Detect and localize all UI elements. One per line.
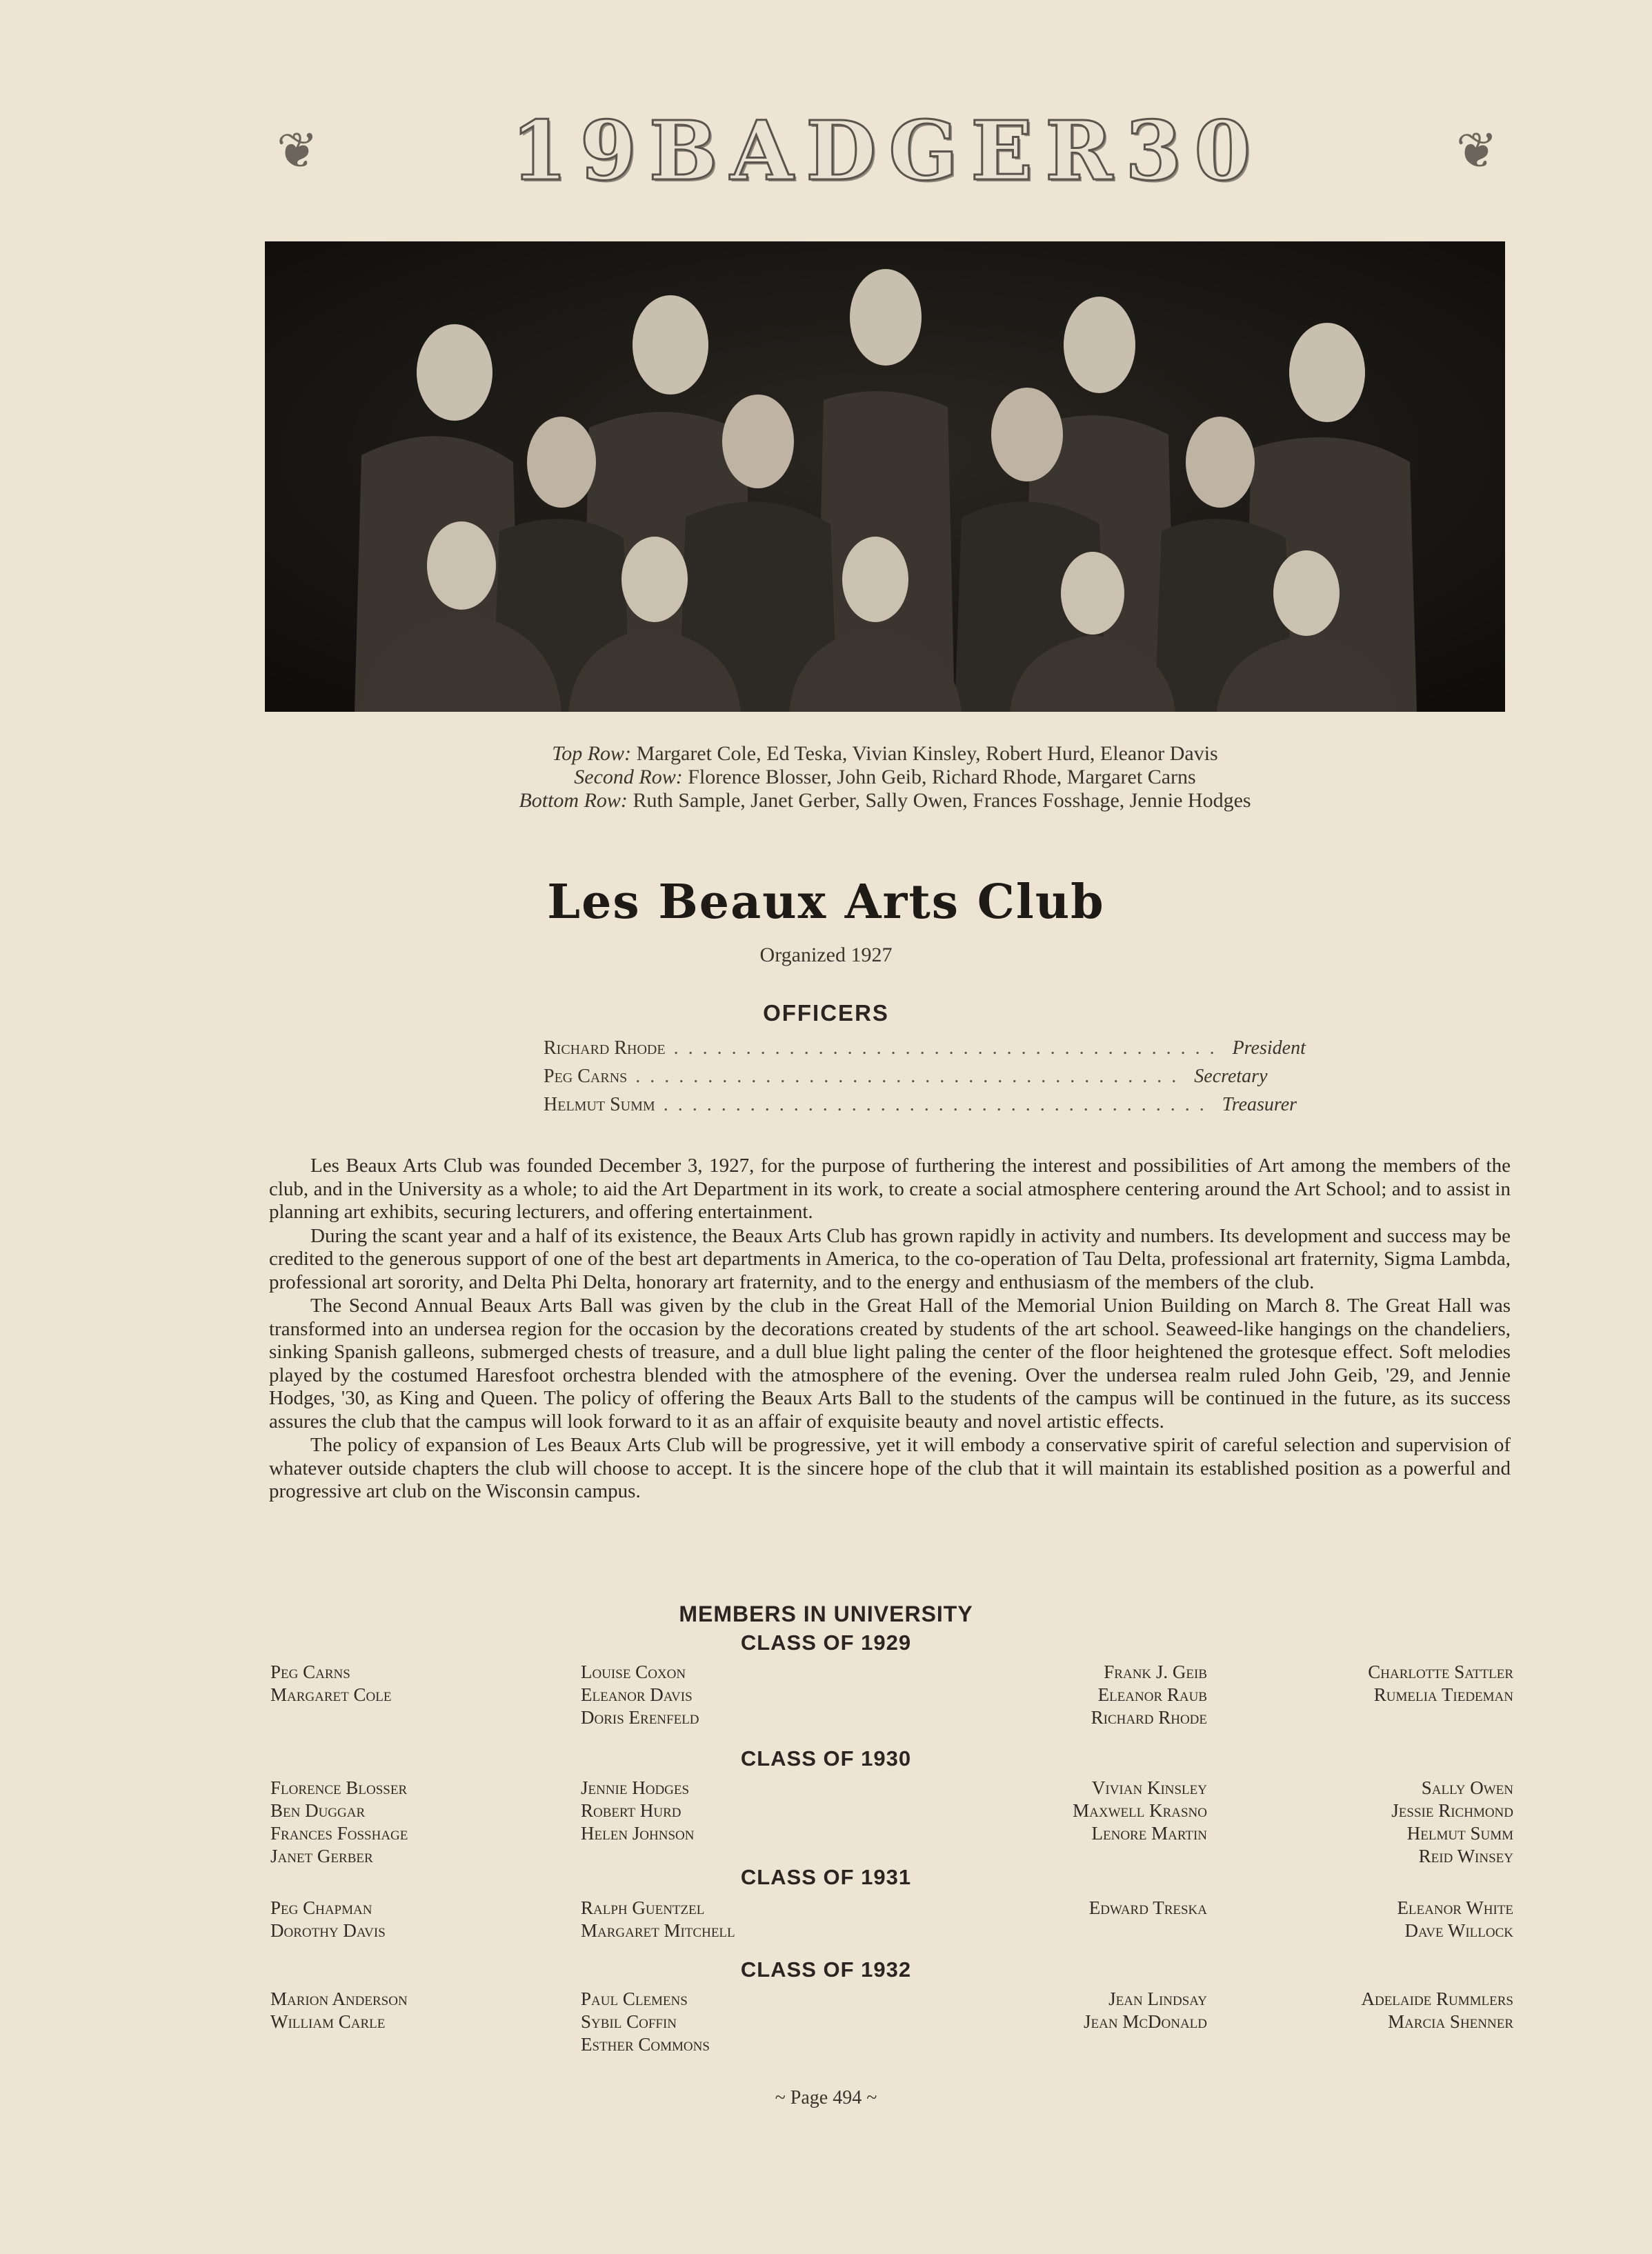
class-heading-1932: CLASS OF 1932 bbox=[740, 1957, 912, 1982]
body-paragraph: The policy of expansion of Les Beaux Arts Club will be progressive, yet it will embody a conservative spirit of careful selection and supervision of whatever outside chapters the club will choose to accept. It is the sincere hope of the club that it will maintain its established position as a powerful and progressive art club on the Wisconsin campus. bbox=[269, 1434, 1511, 1502]
left-ornament-icon: ❦ bbox=[276, 121, 319, 179]
member-name: Ralph Guentzel bbox=[581, 1897, 705, 1918]
member-name: Edward Treska bbox=[1088, 1897, 1207, 1918]
caption-row bbox=[265, 766, 1505, 789]
member-name: Marcia Shenner bbox=[1388, 2011, 1513, 2032]
officers-list bbox=[544, 1037, 1306, 1122]
officer-row bbox=[544, 1066, 1268, 1094]
member-name: Eleanor White bbox=[1397, 1897, 1513, 1918]
member-column bbox=[270, 1897, 546, 1942]
photo-caption bbox=[265, 742, 1505, 812]
member-name: Jean McDonald bbox=[1084, 2011, 1207, 2032]
member-column bbox=[924, 1661, 1207, 1729]
club-title: Les Beaux Arts Club bbox=[547, 875, 1105, 930]
member-name: Jean Lindsay bbox=[1108, 1988, 1207, 2009]
member-column bbox=[270, 1988, 546, 2033]
page-number: ~ Page 494 ~ bbox=[775, 2087, 877, 2108]
member-name: Vivian Kinsley bbox=[1091, 1777, 1207, 1798]
member-column bbox=[581, 1988, 870, 2056]
member-name: Marion Anderson bbox=[270, 1988, 408, 2009]
officer-name: Helmut Summ bbox=[544, 1094, 655, 1115]
officer-role: President bbox=[1232, 1037, 1306, 1059]
member-name: Frances Fosshage bbox=[270, 1823, 408, 1844]
member-column bbox=[1228, 1897, 1513, 1942]
caption-row-names: Margaret Cole, Ed Teska, Vivian Kinsley, Robert Hurd, Eleanor Davis bbox=[636, 742, 1218, 765]
member-name: Doris Erenfeld bbox=[581, 1707, 699, 1728]
right-ornament-icon: ❦ bbox=[1455, 121, 1498, 179]
officer-row bbox=[544, 1037, 1306, 1066]
member-column bbox=[924, 1897, 1207, 1919]
officer-name: Richard Rhode bbox=[544, 1037, 666, 1059]
officer-role: Treasurer bbox=[1222, 1094, 1297, 1115]
members-heading: MEMBERS IN UNIVERSITY bbox=[679, 1602, 973, 1626]
leader-dots: ...................................... bbox=[635, 1066, 1186, 1087]
member-name: Rumelia Tiedeman bbox=[1373, 1684, 1513, 1705]
caption-row-names: Ruth Sample, Janet Gerber, Sally Owen, Frances Fosshage, Jennie Hodges bbox=[633, 789, 1251, 812]
officer-row bbox=[544, 1094, 1297, 1122]
member-name: William Carle bbox=[270, 2011, 386, 2032]
member-name: Florence Blosser bbox=[270, 1777, 408, 1798]
caption-row bbox=[265, 742, 1505, 766]
caption-row-label: Top Row: bbox=[552, 742, 632, 765]
masthead bbox=[266, 102, 1508, 199]
member-column bbox=[1228, 1661, 1513, 1706]
member-name: Jessie Richmond bbox=[1391, 1800, 1513, 1821]
member-name: Reid Winsey bbox=[1418, 1846, 1513, 1866]
member-name: Peg Chapman bbox=[270, 1897, 372, 1918]
member-name: Helen Johnson bbox=[581, 1823, 695, 1844]
member-column bbox=[581, 1897, 870, 1942]
member-name: Richard Rhode bbox=[1091, 1707, 1207, 1728]
class-heading-1931: CLASS OF 1931 bbox=[740, 1865, 912, 1889]
member-name: Ben Duggar bbox=[270, 1800, 366, 1821]
member-name: Adelaide Rummlers bbox=[1361, 1988, 1513, 2009]
member-name: Paul Clemens bbox=[581, 1988, 688, 2009]
caption-row bbox=[265, 789, 1505, 812]
caption-row-label: Bottom Row: bbox=[519, 789, 628, 812]
officer-name: Peg Carns bbox=[544, 1066, 628, 1087]
club-history bbox=[269, 1155, 1511, 1504]
member-column bbox=[581, 1777, 870, 1845]
body-paragraph: The Second Annual Beaux Arts Ball was given by the club in the Great Hall of the Memorial Union Building on March 8. The Great Hall was transformed into an undersea region for the occasion by the decorations created by students of the art school. Seaweed-like hangings on the chandeliers, sinking Spanish galleons, submerged chests of treasure, and a dull blue light paling the center of the floor heightened the grotesque effect. Soft melodies played by the costumed Haresfoot orchestra blended with the atmosphere of the evening. Over the undersea realm ruled John Geib, '29, and Jennie Hodges, '30, as King and Queen. The policy of offering the Beaux Arts Ball to the students of the campus will be continued in the future, as its success assures the club that the campus will look forward to it as an affair of exquisite beauty and novel artistic effects. bbox=[269, 1295, 1511, 1433]
officer-role: Secretary bbox=[1194, 1066, 1268, 1087]
organized-line: Organized 1927 bbox=[759, 944, 893, 966]
class-heading-1930: CLASS OF 1930 bbox=[740, 1746, 912, 1771]
member-name: Jennie Hodges bbox=[581, 1777, 690, 1798]
leader-dots: ...................................... bbox=[663, 1094, 1214, 1115]
officers-heading: OFFICERS bbox=[763, 1000, 889, 1026]
member-name: Louise Coxon bbox=[581, 1662, 686, 1682]
group-photo bbox=[265, 241, 1505, 712]
member-column bbox=[924, 1777, 1207, 1845]
member-name: Dave Willock bbox=[1404, 1920, 1513, 1941]
member-column bbox=[1228, 1988, 1513, 2033]
member-name: Dorothy Davis bbox=[270, 1920, 386, 1941]
caption-row-names: Florence Blosser, John Geib, Richard Rhode, Margaret Carns bbox=[688, 766, 1196, 788]
member-name: Eleanor Davis bbox=[581, 1684, 693, 1705]
body-paragraph: Les Beaux Arts Club was founded December 3, 1927, for the purpose of furthering the interest and possibilities of Art among the members of the club, and in the University as a whole; to aid the Art Department in its work, to create a social atmosphere centering around the Art School; and to assist in planning art exhibits, securing lecturers, and offering entertainment. bbox=[269, 1155, 1511, 1223]
class-heading-1929: CLASS OF 1929 bbox=[740, 1630, 912, 1655]
member-name: Margaret Mitchell bbox=[581, 1920, 735, 1941]
member-name: Sybil Coffin bbox=[581, 2011, 677, 2032]
body-paragraph: During the scant year and a half of its existence, the Beaux Arts Club has grown rapidly in activity and numbers. Its development and success may be credited to the generous support of one of the best art departments in America, to the co-operation of Tau Delta, professional art fraternity, Sigma Lambda, professional art sorority, and Delta Phi Delta, honorary art fraternity, and to the energy and enthusiasm of the members of the club. bbox=[269, 1224, 1511, 1293]
member-column bbox=[581, 1661, 870, 1729]
group-photo-image bbox=[265, 241, 1505, 712]
masthead-title: 19BADGER30 bbox=[510, 102, 1264, 199]
member-name: Frank J. Geib bbox=[1104, 1662, 1207, 1682]
leader-dots: ...................................... bbox=[673, 1037, 1224, 1059]
member-name: Margaret Cole bbox=[270, 1684, 392, 1705]
caption-row-label: Second Row: bbox=[574, 766, 683, 788]
member-name: Lenore Martin bbox=[1091, 1823, 1207, 1844]
member-name: Robert Hurd bbox=[581, 1800, 681, 1821]
member-name: Helmut Summ bbox=[1406, 1823, 1513, 1844]
member-column bbox=[1228, 1777, 1513, 1868]
member-name: Eleanor Raub bbox=[1097, 1684, 1207, 1705]
member-name: Sally Owen bbox=[1421, 1777, 1513, 1798]
member-column bbox=[270, 1661, 546, 1706]
member-column bbox=[924, 1988, 1207, 2033]
member-name: Esther Commons bbox=[581, 2034, 710, 2055]
member-name: Maxwell Krasno bbox=[1073, 1800, 1207, 1821]
member-name: Peg Carns bbox=[270, 1662, 350, 1682]
member-name: Charlotte Sattler bbox=[1368, 1662, 1513, 1682]
member-name: Janet Gerber bbox=[270, 1846, 373, 1866]
member-column bbox=[270, 1777, 546, 1868]
